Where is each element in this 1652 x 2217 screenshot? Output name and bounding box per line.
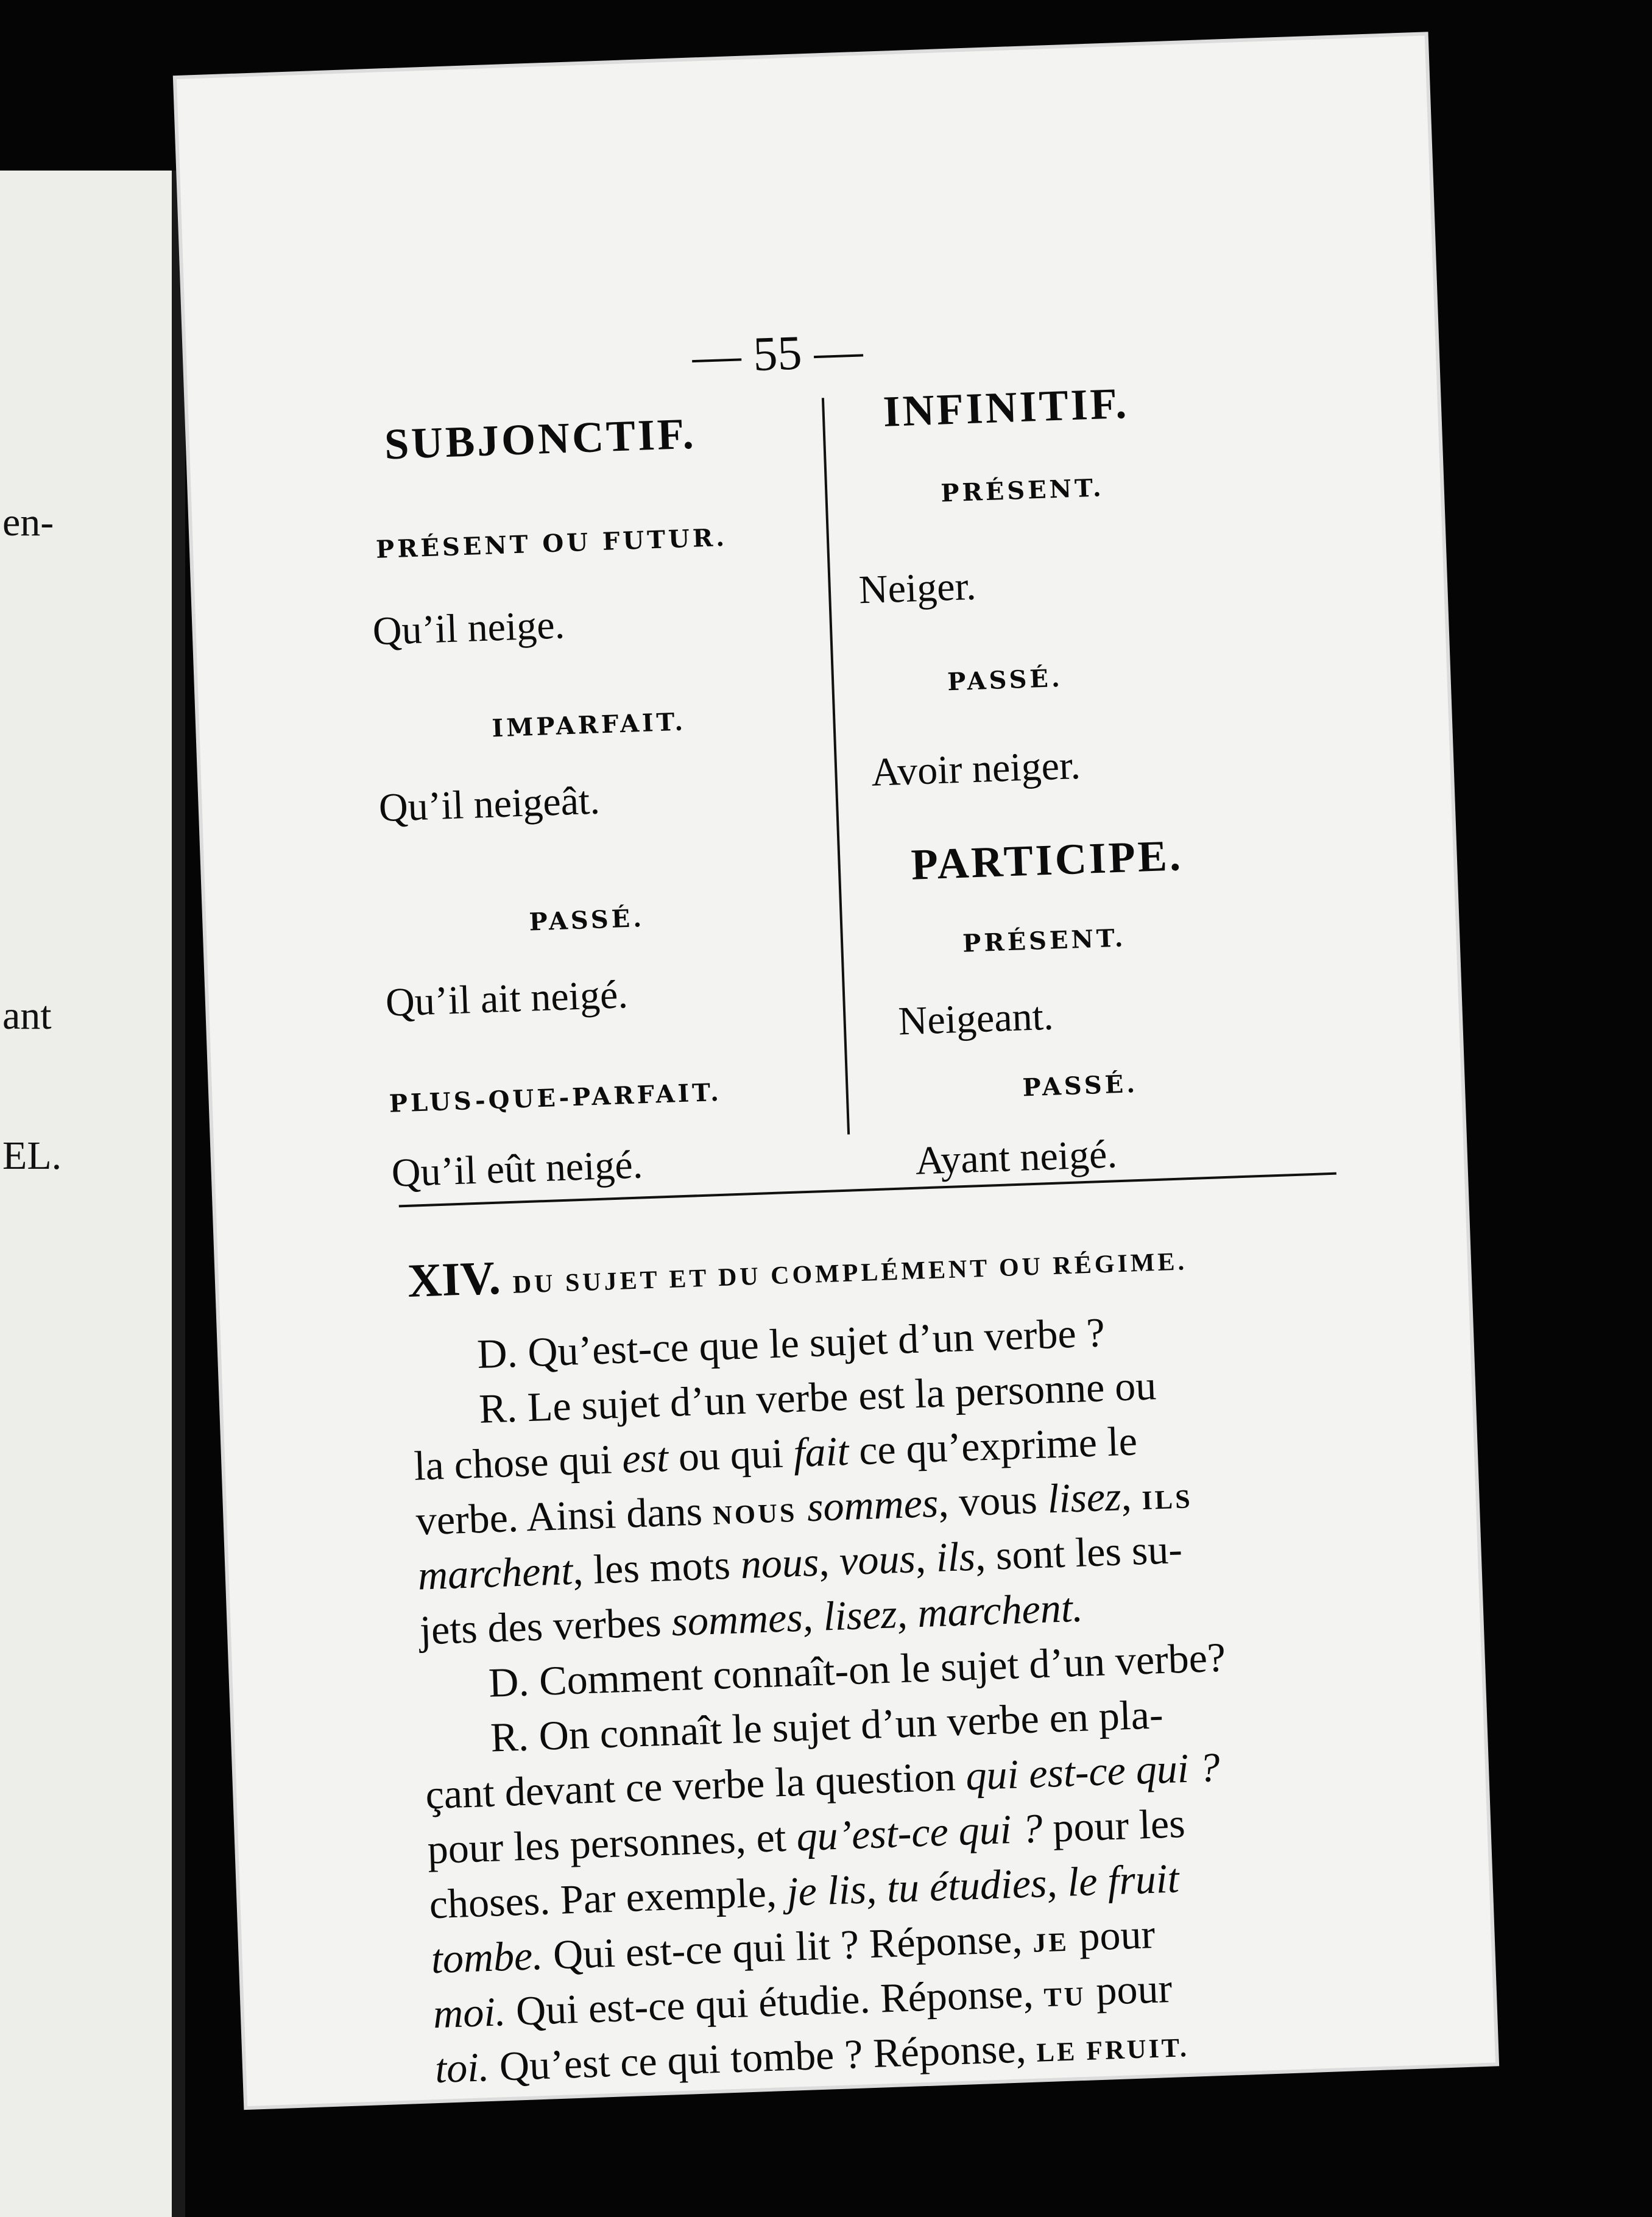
text-run: , sont les su- [974,1525,1184,1579]
text-run-italic: vous [838,1535,917,1584]
section-number: XIV. [406,1250,501,1307]
tense-label: PLUS-QUE-PARFAIT. [389,1077,722,1118]
verb-form: Qu’il ait neigé. [384,972,629,1025]
text-run: ou qui [667,1429,794,1481]
tense-label: PASSÉ. [528,904,645,937]
left-page-fragment: en- [2,500,54,545]
verb-form: Avoir neiger. [870,742,1081,795]
text-run-italic: nous [740,1538,820,1588]
text-run: pour les [1042,1799,1186,1852]
text-run: çant devant ce verbe la question [425,1752,967,1818]
text-run-italic: sommes, lisez, marchent. [671,1584,1084,1645]
text-run-smallcaps: LE FRUIT. [1036,2032,1190,2068]
verb-form: Neiger. [858,563,977,613]
text-run: D. Comment connaît-on le sujet d’un verbe? [487,1634,1227,1706]
tense-label: PASSÉ. [1022,1069,1138,1102]
verb-form: Ayant neigé. [914,1132,1118,1183]
text-run-italic: ils [935,1532,976,1581]
text-run: Qu’est ce qui tombe ? Réponse, [488,2024,1037,2090]
tense-label: PRÉSENT. [962,923,1127,958]
left-facing-page [0,171,185,2217]
text-run: Qui est-ce qui lit ? Réponse, [542,1914,1034,1978]
text-run: jets des verbes [418,1598,672,1654]
tense-label: PRÉSENT OU FUTUR. [375,523,728,565]
text-run: verbe. Ainsi dans [415,1487,714,1544]
text-run: la chose qui [413,1435,623,1489]
book-page [177,35,1495,2106]
text-run: , [914,1534,937,1582]
text-run-italic: je lis, tu étudies, le fruit [786,1855,1180,1915]
tense-label: PRÉSENT. [940,473,1105,508]
tense-label: PASSÉ. [947,663,1064,697]
section-heading [407,1226,1188,1308]
text-run: choses. Par exemple, [428,1868,788,1928]
left-page-fragment: ant [2,993,52,1038]
text-run: R. Le sujet d’un verbe est la personne ou [478,1362,1157,1432]
text-run: , les mots [571,1541,742,1593]
infinitif-heading: INFINITIF. [882,378,1130,436]
text-run-italic: tombe. [430,1931,544,1983]
participe-heading: PARTICIPE. [910,831,1184,889]
text-run-italic: marchent [417,1546,574,1599]
text-run-italic: moi. [432,1988,507,2037]
text-run-smallcaps: JE [1032,1926,1070,1958]
text-run-smallcaps: ILS [1141,1484,1193,1516]
text-run-italic: fait [792,1427,850,1476]
text-run-italic: est [621,1434,669,1482]
text-run-smallcaps: TU [1043,1981,1087,2013]
text-run: Qui est-ce qui étudie. Réponse, [504,1969,1045,2035]
text-run: pour [1085,1964,1173,2014]
page-number: — 55 — [691,323,864,384]
text-run-italic: toi. [434,2043,490,2092]
text-run: R. On connaît le sujet d’un verbe en pla- [490,1691,1164,1761]
text-run: , vous [937,1475,1048,1526]
text-run-smallcaps: NOUS [712,1497,798,1531]
text-run-italic: qui est-ce qui ? [965,1743,1221,1799]
text-run-italic: lisez [1047,1473,1122,1522]
verb-form: Qu’il neigeât. [378,778,601,831]
text-run-italic: qu’est-ce qui ? [796,1805,1043,1860]
text-run: , [817,1537,841,1585]
verb-form: Qu’il eût neigé. [390,1142,644,1196]
text-run: D. Qu’est-ce que le sujet d’un verbe ? [476,1309,1106,1378]
text-run: , [1120,1472,1143,1520]
verb-form: Neigeant. [897,993,1054,1044]
column-divider [822,398,850,1134]
left-page-fragment: EL. [2,1133,62,1178]
text-run: ce qu’exprime le [847,1417,1138,1474]
verb-form: Qu’il neige. [372,602,566,654]
text-run: pour les personnes, et [426,1813,797,1873]
tense-label: IMPARFAIT. [491,707,687,743]
subjonctif-heading: SUBJONCTIF. [383,409,697,469]
page-content [177,35,1495,2106]
text-run: pour [1068,1910,1156,1960]
text-run-italic: sommes [806,1479,939,1531]
section-title: DU SUJET ET DU COMPLÉMENT OU RÉGIME. [512,1247,1188,1299]
